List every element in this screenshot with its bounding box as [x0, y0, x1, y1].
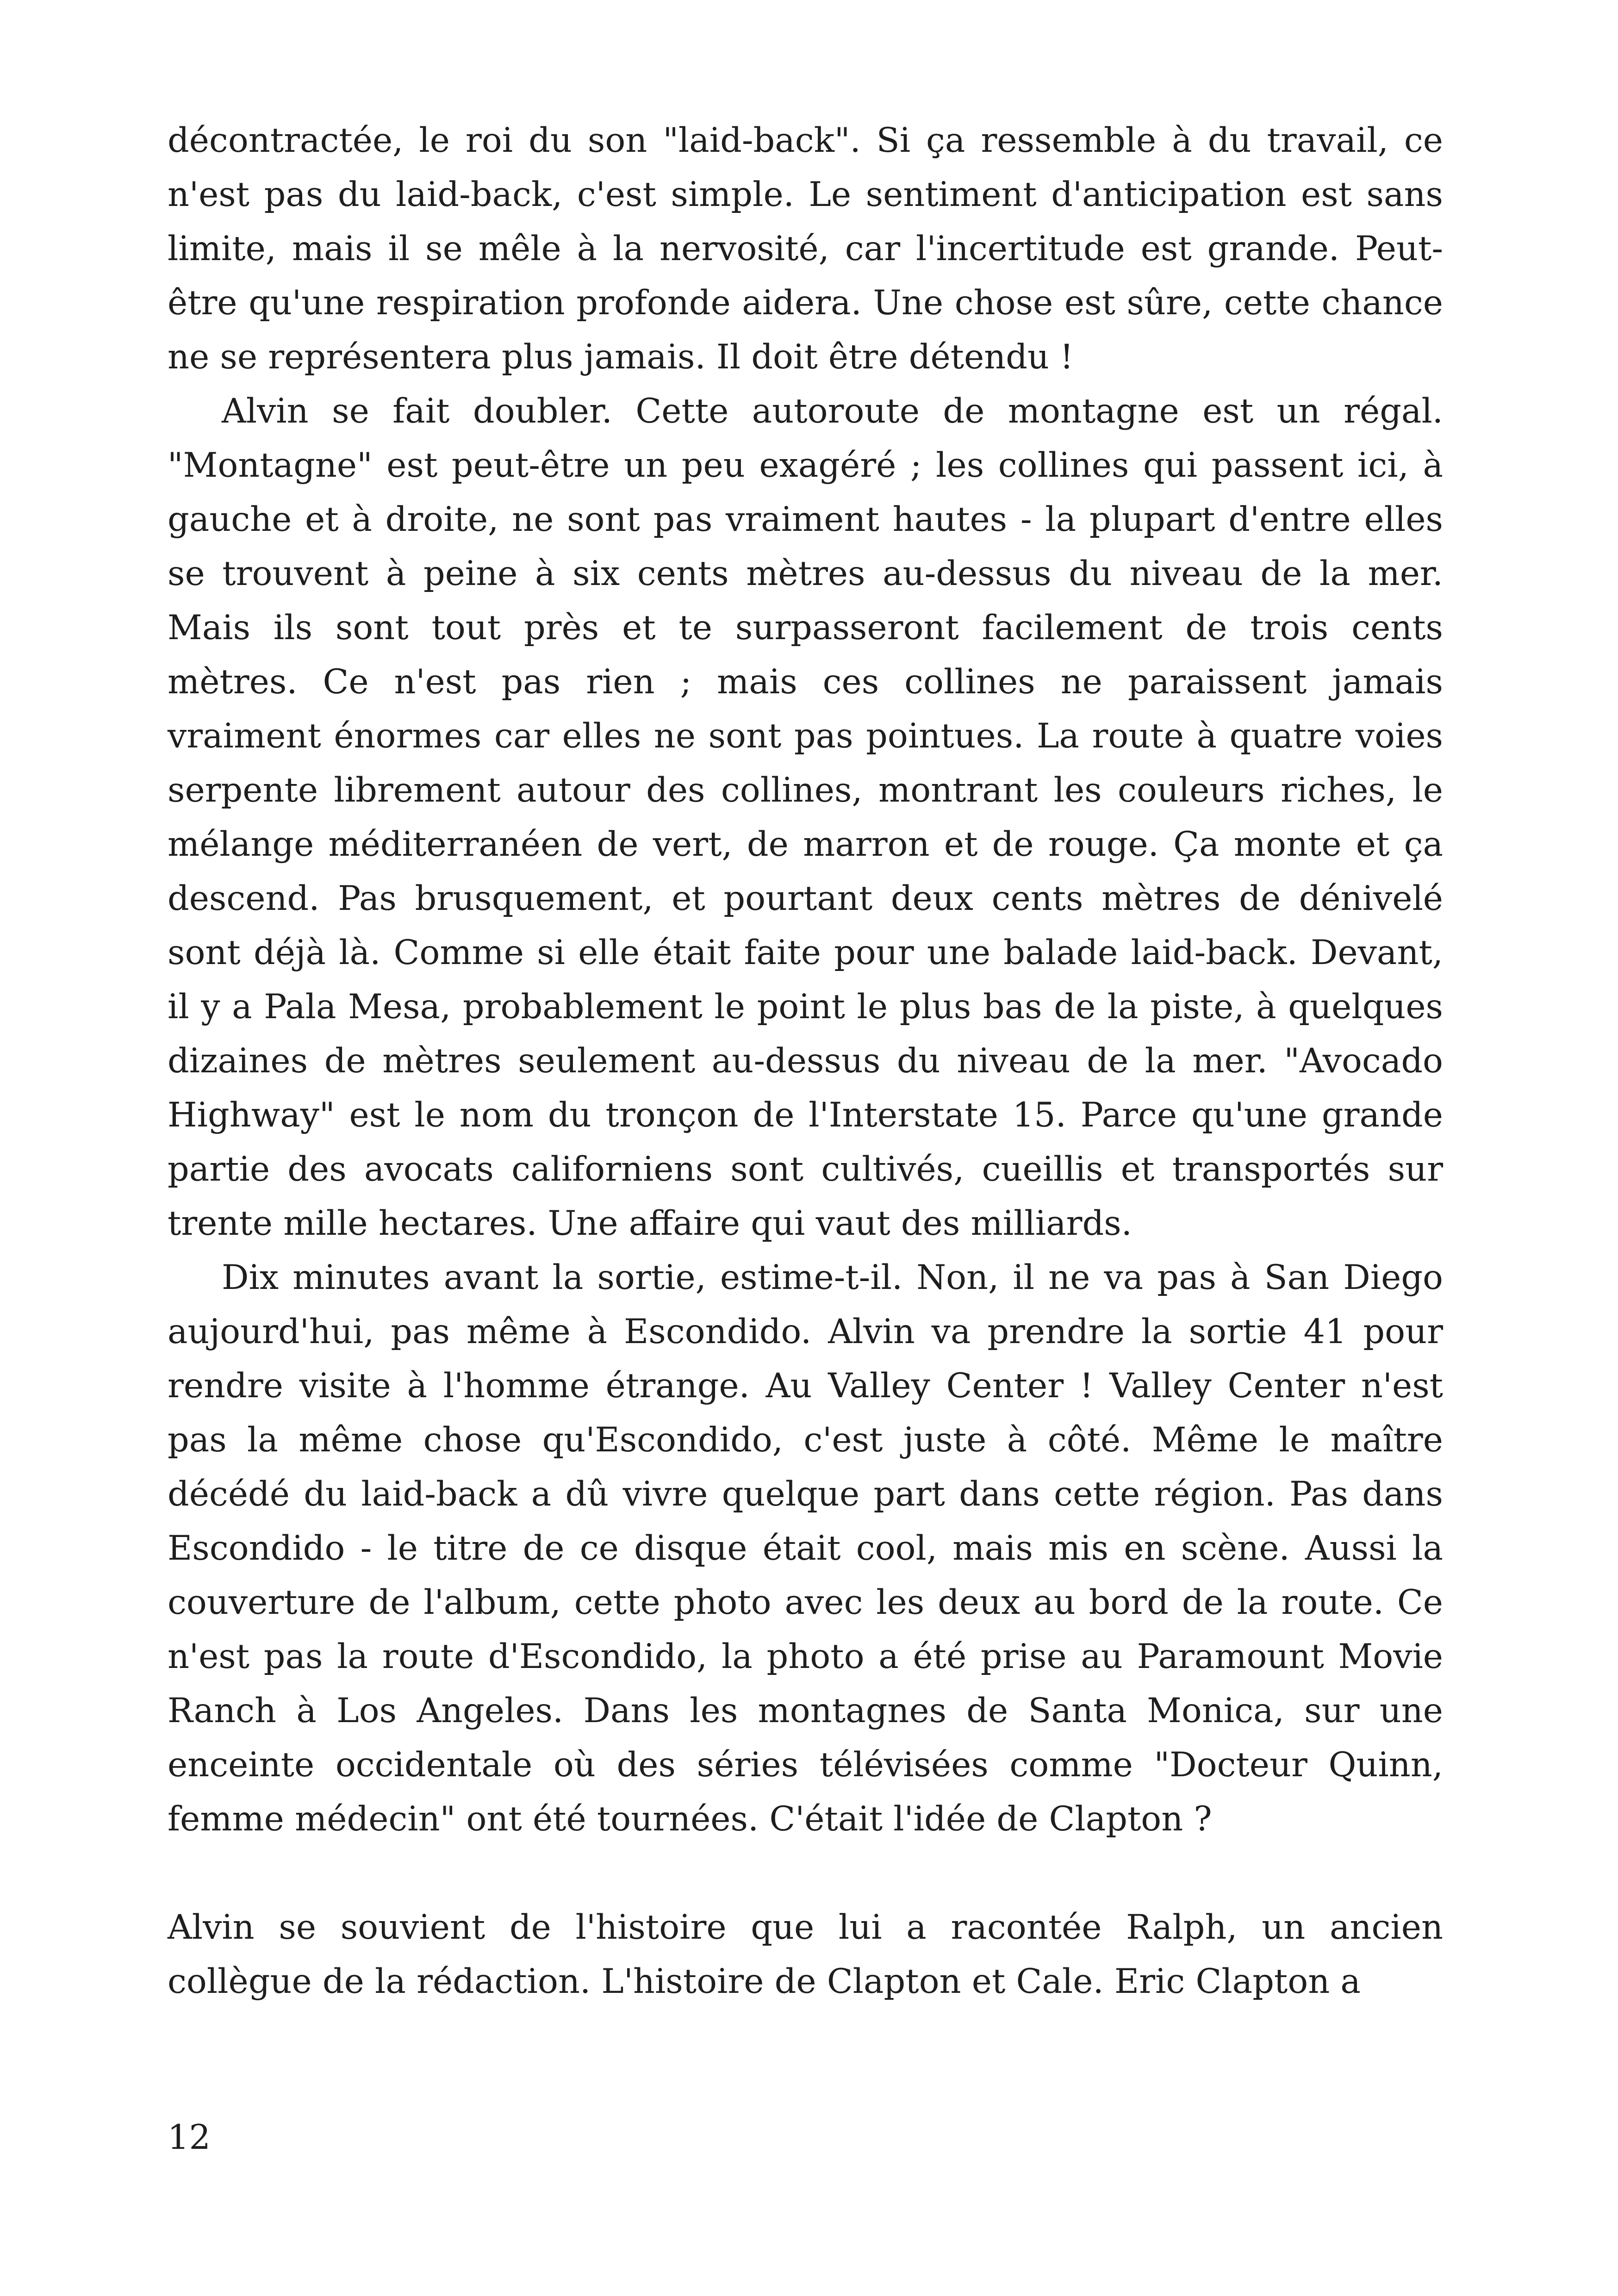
paragraph-clapton-cale: Alvin se souvient de l'histoire que lui a racontée Ralph, un ancien collègue de la rédaction. L'histoire de Clapton et Cale. Eric Clapton a	[168, 1908, 1443, 2001]
paragraph-highway: Alvin se fait doubler. Cette autoroute de montagne est un régal. "Montagne" est peut-être un peu exagéré ; les collines qui passent ici, à gauche et à droite, ne sont pas vraiment hautes - la plupart d'entre elles se trouvent à peine à six cents mètres au-dessus du niveau de la mer. Mais ils sont tout près et te surpasseront facilement de trois cents mètres. Ce n'est pas rien ; mais ces collines ne paraissent jamais vraiment énormes car elles ne sont pas pointues. La route à quatre voies serpente librement autour des collines, montrant les couleurs riches, le mélange méditerranéen de vert, de marron et de rouge. Ça monte et ça descend. Pas brusquement, et pourtant deux cents mètres de dénivelé sont déjà là. Comme si elle était faite pour une balade laid-back. Devant, il y a Pala Mesa, probablement le point le plus bas de la piste, à quelques dizaines de mètres seulement au-dessus du niveau de la mer. "Avocado Highway" est le nom du tronçon de l'Interstate 15. Parce qu'une grande partie des avocats californiens sont cultivés, cueillis et transportés sur trente mille hectares. Une affaire qui vaut des milliards.	[168, 392, 1443, 1243]
paragraph-continuation: décontractée, le roi du son "laid-back". Si ça ressemble à du travail, ce n'est pas du laid-back, c'est simple. Le sentiment d'anticipation est sans limite, mais il se mêle à la nervosité, car l'incertitude est grande. Peut-être qu'une respiration profonde aidera. Une chose est sûre, cette chance ne se représentera plus jamais. Il doit être détendu !	[168, 121, 1443, 377]
page-number: 12	[168, 2118, 211, 2157]
paragraph-exit: Dix minutes avant la sortie, estime-t-il. Non, il ne va pas à San Diego aujourd'hui, pas même à Escondido. Alvin va prendre la sortie 41 pour rendre visite à l'homme étrange. Au Valley Center ! Valley Center n'est pas la même chose qu'Escondido, c'est juste à côté. Même le maître décédé du laid-back a dû vivre quelque part dans cette région. Pas dans Escondido - le titre de ce disque était cool, mais mis en scène. Aussi la couverture de l'album, cette photo avec les deux au bord de la route. Ce n'est pas la route d'Escondido, la photo a été prise au Paramount Movie Ranch à Los Angeles. Dans les montagnes de Santa Monica, sur une enceinte occidentale où des séries télévisées comme "Docteur Quinn, femme médecin" ont été tournées. C'était l'idée de Clapton ?	[168, 1258, 1443, 1839]
body-text	[168, 113, 1443, 2009]
